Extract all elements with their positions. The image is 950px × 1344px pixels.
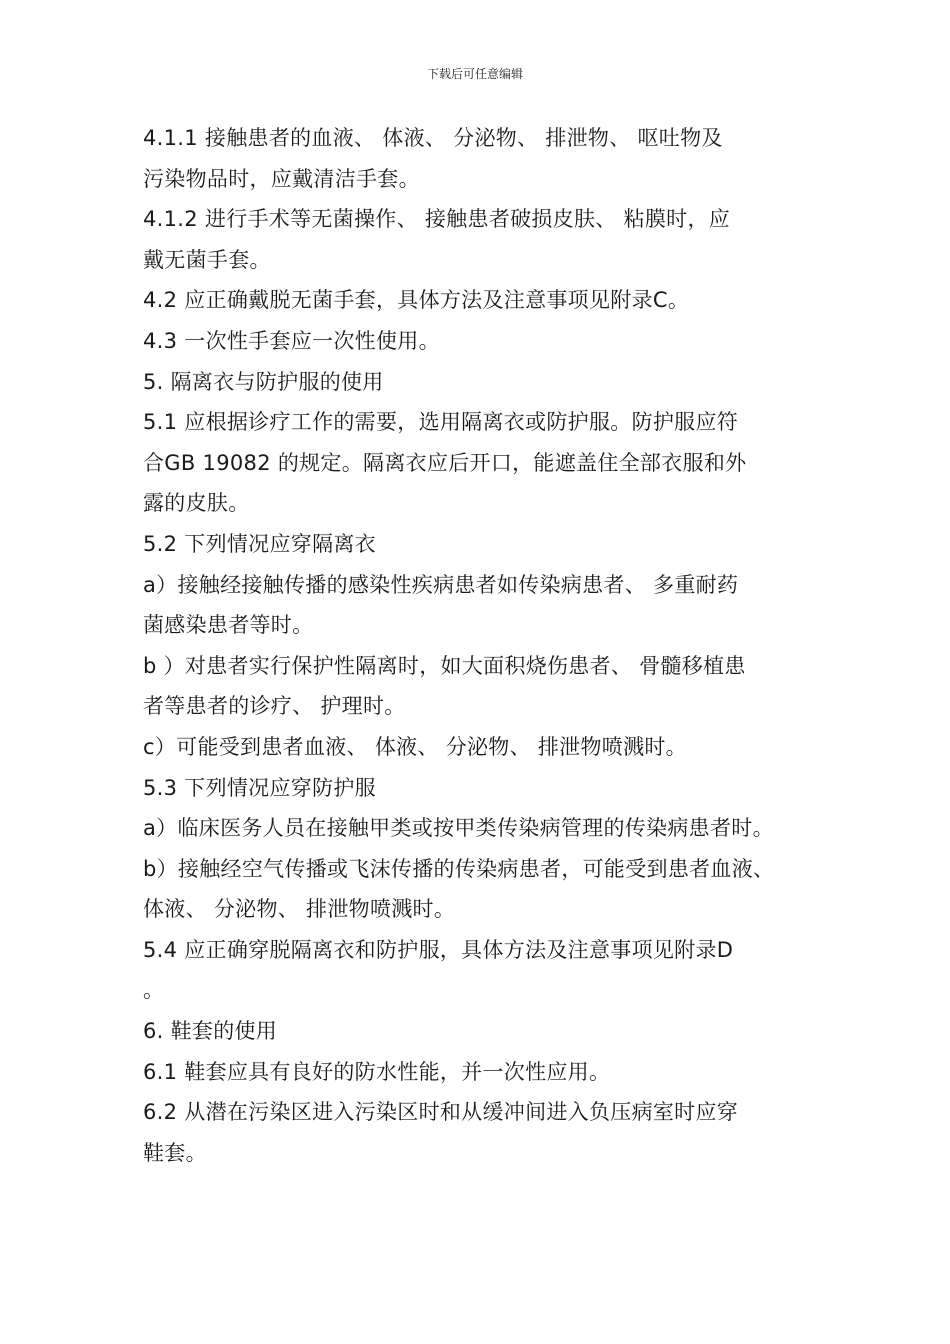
text-line: 合GB 19082 的规定。隔离衣应后开口，能遮盖住全部衣服和外 [143, 450, 747, 475]
text-line: b ）对患者实行保护性隔离时，如大面积烧伤患者、 骨髓移植患 [143, 653, 746, 678]
document-body [143, 118, 843, 1173]
section-heading: 6. 鞋套的使用 [143, 1019, 278, 1044]
text-line: 6.1 鞋套应具有良好的防水性能，并一次性应用。 [143, 1059, 611, 1084]
text-line: 4.3 一次性手套应一次性使用。 [143, 328, 440, 353]
text-line: c）可能受到患者血液、 体液、 分泌物、 排泄物喷溅时。 [143, 734, 687, 759]
text-line: 污染物品时，应戴清洁手套。 [143, 166, 420, 191]
text-line: 6.2 从潜在污染区进入污染区时和从缓冲间进入负压病室时应穿 [143, 1100, 739, 1125]
text-line: a）临床医务人员在接触甲类或按甲类传染病管理的传染病患者时。 [143, 816, 774, 841]
section-heading: 5. 隔离衣与防护服的使用 [143, 369, 384, 394]
text-line: 露的皮肤。 [143, 491, 250, 516]
text-line: 5.2 下列情况应穿隔离衣 [143, 531, 376, 556]
text-line: 5.3 下列情况应穿防护服 [143, 775, 376, 800]
text-line: 4.2 应正确戴脱无菌手套，具体方法及注意事项见附录C。 [143, 288, 690, 313]
text-line: 4.1.1 接触患者的血液、 体液、 分泌物、 排泄物、 呕吐物及 [143, 126, 723, 150]
text-line: 5.1 应根据诊疗工作的需要，选用隔离衣或防护服。防护服应符 [143, 410, 739, 435]
text-line: 5.4 应正确穿脱隔离衣和防护服，具体方法及注意事项见附录D [143, 937, 734, 962]
page-header: 下载后可任意编辑 [426, 67, 523, 81]
text-line: 菌感染患者等时。 [143, 613, 314, 638]
text-line: 体液、 分泌物、 排泄物喷溅时。 [143, 897, 456, 922]
text-line: 4.1.2 进行手术等无菌操作、 接触患者破损皮肤、 粘膜时，应 [143, 207, 731, 232]
text-line: 者等患者的诊疗、 护理时。 [143, 694, 406, 719]
text-line: b）接触经空气传播或飞沫传播的传染病患者，可能受到患者血液、 [143, 856, 775, 881]
text-line: 鞋套。 [143, 1140, 207, 1165]
text-line: a）接触经接触传播的感染性疾病患者如传染病患者、 多重耐药 [143, 572, 739, 597]
text-line: 。 [143, 978, 165, 1003]
text-line: 戴无菌手套。 [143, 247, 271, 272]
